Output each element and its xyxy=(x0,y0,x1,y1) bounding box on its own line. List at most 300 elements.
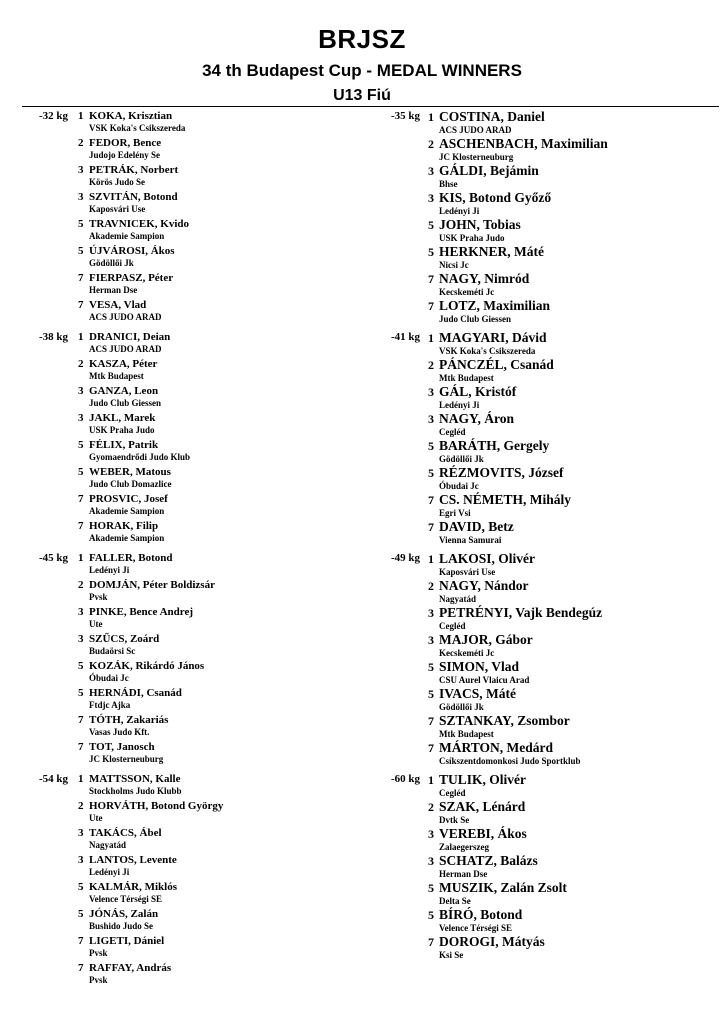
athlete-row xyxy=(428,826,712,842)
athlete-name: GÁL, Kristóf xyxy=(439,384,517,399)
medal-entry xyxy=(78,384,350,411)
club-name: Ftdjc Ajka xyxy=(89,700,131,710)
medal-entry xyxy=(428,271,712,298)
athlete-name: MÁRTON, Medárd xyxy=(439,740,554,755)
athlete-name: TULIK, Olivér xyxy=(439,772,526,787)
medal-entry xyxy=(428,217,712,244)
athlete-name: FIERPASZ, Péter xyxy=(89,272,174,284)
athlete-row xyxy=(78,109,350,123)
athlete-name: PINKE, Bence Andrej xyxy=(89,606,193,618)
athlete-row xyxy=(78,578,350,592)
athlete-name: DRANICI, Deian xyxy=(89,331,171,343)
club-name: Mtk Budapest xyxy=(89,371,144,381)
athlete-row xyxy=(428,190,712,206)
club-name: JC Klosterneuburg xyxy=(439,152,514,162)
age-group-heading: U13 Fiú xyxy=(333,87,391,104)
athlete-name: GANZA, Leon xyxy=(89,385,159,397)
athlete-name: LANTOS, Levente xyxy=(89,854,177,866)
athlete-row xyxy=(78,686,350,700)
athlete-name: JOHN, Tobias xyxy=(439,217,521,232)
club-name: Delta Se xyxy=(439,896,471,906)
medal-entry xyxy=(78,519,350,546)
weight-category-label: -32 kg xyxy=(38,110,68,122)
medal-entry xyxy=(78,880,350,907)
placement: 7 xyxy=(78,299,84,311)
weight-category-label: -45 kg xyxy=(38,552,68,564)
club-name: Nagyatád xyxy=(89,840,127,850)
weight-category xyxy=(30,330,350,546)
athlete-row xyxy=(428,578,712,594)
medal-entry xyxy=(78,217,350,244)
club-name: Velence Térségi SE xyxy=(439,923,512,933)
placement: 5 xyxy=(428,218,434,232)
athlete-row xyxy=(428,411,712,427)
athlete-row xyxy=(78,519,350,533)
athlete-name: LIGETI, Dániel xyxy=(89,935,165,947)
placement: 5 xyxy=(428,439,434,453)
athlete-name: RÉZMOVITS, József xyxy=(439,465,564,480)
athlete-name: DOROGI, Mátyás xyxy=(439,934,545,949)
weight-category-label: -38 kg xyxy=(38,331,68,343)
medal-entry xyxy=(428,492,712,519)
right-results-column xyxy=(382,109,712,961)
club-name: Cegléd xyxy=(439,788,466,798)
placement: 5 xyxy=(428,660,434,674)
placement: 7 xyxy=(78,520,84,532)
athlete-name: JÓNÁS, Zalán xyxy=(89,908,159,920)
medal-entry xyxy=(78,934,350,961)
placement: 3 xyxy=(428,606,434,620)
placement: 3 xyxy=(78,412,84,424)
medal-entry xyxy=(78,330,350,357)
athlete-row xyxy=(428,605,712,621)
weight-category-label: -35 kg xyxy=(390,110,420,122)
athlete-name: HORVÁTH, Botond György xyxy=(89,800,224,812)
medal-entry xyxy=(78,772,350,799)
placement: 7 xyxy=(428,935,434,949)
club-name: Judojo Edelény Se xyxy=(89,150,161,160)
athlete-name: PETRÁK, Norbert xyxy=(89,164,179,176)
medal-entry xyxy=(78,740,350,767)
placement: 7 xyxy=(428,272,434,286)
placement: 5 xyxy=(78,218,84,230)
medal-entry xyxy=(428,384,712,411)
athlete-row xyxy=(428,632,712,648)
club-name: Stockholms Judo Klubb xyxy=(89,786,182,796)
weight-category xyxy=(30,772,350,988)
placement: 3 xyxy=(428,412,434,426)
placement: 5 xyxy=(78,466,84,478)
club-name: Dvtk Se xyxy=(439,815,470,825)
placement: 3 xyxy=(428,164,434,178)
athlete-row xyxy=(428,438,712,454)
athlete-name: RAFFAY, András xyxy=(89,962,172,974)
athlete-row xyxy=(428,853,712,869)
club-name: Pvsk xyxy=(89,948,108,958)
athlete-row xyxy=(428,740,712,756)
athlete-row xyxy=(78,659,350,673)
athlete-name: PROSVIC, Josef xyxy=(89,493,168,505)
club-name: Gödöllői Jk xyxy=(439,454,484,464)
athlete-name: LAKOSI, Olivér xyxy=(439,551,536,566)
athlete-name: SZŰCS, Zoárd xyxy=(89,633,160,645)
club-name: Mtk Budapest xyxy=(439,729,494,739)
athlete-row xyxy=(428,492,712,508)
medal-entry xyxy=(428,190,712,217)
club-name: VSK Koka's Csikszereda xyxy=(439,346,536,356)
athlete-row xyxy=(428,217,712,233)
placement: 5 xyxy=(78,245,84,257)
athlete-name: SZVITÁN, Botond xyxy=(89,191,178,203)
athlete-name: HERKNER, Máté xyxy=(439,244,544,259)
athlete-name: HORAK, Filip xyxy=(89,520,159,532)
medal-entry xyxy=(428,578,712,605)
club-name: Ute xyxy=(89,813,103,823)
athlete-row xyxy=(428,465,712,481)
club-name: Gödöllői Jk xyxy=(89,258,134,268)
athlete-name: KIS, Botond Győző xyxy=(439,190,552,205)
medal-entry xyxy=(78,659,350,686)
athlete-row xyxy=(78,465,350,479)
placement: 5 xyxy=(78,660,84,672)
medal-entry xyxy=(78,551,350,578)
athlete-name: DOMJÁN, Péter Boldizsár xyxy=(89,579,215,591)
athlete-row xyxy=(78,961,350,975)
medal-entry xyxy=(428,632,712,659)
weight-category xyxy=(382,109,712,325)
club-name: Ledényi Ji xyxy=(439,400,480,410)
club-name: ACS JUDO ARAD xyxy=(89,312,162,322)
athlete-name: MATTSSON, Kalle xyxy=(89,773,181,785)
club-name: Judo Club Domazlice xyxy=(89,479,172,489)
weight-category-label: -54 kg xyxy=(38,773,68,785)
athlete-name: MAGYARI, Dávid xyxy=(439,330,547,345)
placement: 5 xyxy=(428,908,434,922)
club-name: Mtk Budapest xyxy=(439,373,494,383)
athlete-name: WEBER, Matous xyxy=(89,466,171,478)
placement: 7 xyxy=(428,520,434,534)
placement: 2 xyxy=(428,137,434,151)
athlete-name: PÁNCZÉL, Csanád xyxy=(439,357,554,372)
placement: 7 xyxy=(428,299,434,313)
placement: 1 xyxy=(428,773,434,787)
club-name: Herman Dse xyxy=(439,869,488,879)
athlete-row xyxy=(78,298,350,312)
weight-category-label: -49 kg xyxy=(390,552,420,564)
placement: 2 xyxy=(78,579,84,591)
athlete-row xyxy=(78,934,350,948)
weight-category xyxy=(382,772,712,961)
athlete-row xyxy=(78,907,350,921)
athlete-name: VEREBI, Ákos xyxy=(439,826,527,841)
medal-entry xyxy=(428,772,712,799)
placement: 7 xyxy=(78,272,84,284)
athlete-row xyxy=(78,772,350,786)
club-name: Nicsi Jc xyxy=(439,260,469,270)
athlete-name: BARÁTH, Gergely xyxy=(439,438,550,453)
athlete-row xyxy=(428,298,712,314)
header-divider xyxy=(22,106,719,107)
athlete-name: JAKL, Marek xyxy=(89,412,156,424)
placement: 5 xyxy=(78,687,84,699)
medal-entry xyxy=(78,163,350,190)
athlete-row xyxy=(428,109,712,125)
medal-entry xyxy=(78,465,350,492)
medal-entry xyxy=(428,465,712,492)
club-name: Akademie Sampion xyxy=(89,533,165,543)
club-name: Csíkszentdomonkosi Judo Sportklub xyxy=(439,756,581,766)
athlete-name: PETRÉNYI, Vajk Bendegúz xyxy=(439,605,603,620)
athlete-row xyxy=(78,190,350,204)
athlete-row xyxy=(78,271,350,285)
athlete-row xyxy=(78,136,350,150)
athlete-row xyxy=(428,907,712,923)
club-name: Óbudai Jc xyxy=(89,673,129,683)
placement: 7 xyxy=(428,741,434,755)
athlete-name: IVACS, Máté xyxy=(439,686,516,701)
placement: 3 xyxy=(78,385,84,397)
athlete-name: NAGY, Nimród xyxy=(439,271,530,286)
medal-entry xyxy=(428,244,712,271)
medal-entry xyxy=(78,411,350,438)
medal-entry xyxy=(428,357,712,384)
placement: 3 xyxy=(428,191,434,205)
medal-entry xyxy=(78,632,350,659)
medal-entry xyxy=(428,438,712,465)
athlete-name: MUSZIK, Zalán Zsolt xyxy=(439,880,567,895)
club-name: Akademie Sampion xyxy=(89,231,165,241)
medal-entry xyxy=(428,551,712,578)
athlete-row xyxy=(428,163,712,179)
placement: 3 xyxy=(78,191,84,203)
medal-entry xyxy=(428,298,712,325)
medal-entry xyxy=(78,438,350,465)
medal-entry xyxy=(428,826,712,853)
medal-entry xyxy=(78,605,350,632)
medal-entry xyxy=(78,853,350,880)
placement: 1 xyxy=(428,110,434,124)
club-name: Cegléd xyxy=(439,621,466,631)
medal-entry xyxy=(78,357,350,384)
athlete-name: KALMÁR, Miklós xyxy=(89,881,177,893)
athlete-row xyxy=(78,384,350,398)
athlete-row xyxy=(78,740,350,754)
club-name: Vienna Samurai xyxy=(439,535,502,545)
club-name: Judo Club Giessen xyxy=(89,398,162,408)
placement: 7 xyxy=(78,741,84,753)
placement: 7 xyxy=(78,493,84,505)
medal-entry xyxy=(428,163,712,190)
placement: 5 xyxy=(428,881,434,895)
placement: 1 xyxy=(78,552,84,564)
placement: 3 xyxy=(78,164,84,176)
athlete-name: GÁLDI, Bejámin xyxy=(439,163,539,178)
club-name: Akademie Sampion xyxy=(89,506,165,516)
placement: 5 xyxy=(428,245,434,259)
placement: 5 xyxy=(428,687,434,701)
medal-entry xyxy=(78,271,350,298)
medal-entry xyxy=(428,411,712,438)
club-name: Ledényi Ji xyxy=(89,867,130,877)
medal-entry xyxy=(428,109,712,136)
placement: 3 xyxy=(428,854,434,868)
athlete-row xyxy=(428,271,712,287)
medal-entry xyxy=(78,492,350,519)
weight-category xyxy=(382,551,712,767)
athlete-row xyxy=(78,244,350,258)
medal-entry xyxy=(428,907,712,934)
medal-entry xyxy=(428,713,712,740)
placement: 5 xyxy=(78,881,84,893)
athlete-row xyxy=(428,686,712,702)
club-name: Pvsk xyxy=(89,975,108,985)
medal-entry xyxy=(428,934,712,961)
athlete-name: TOT, Janosch xyxy=(89,741,155,753)
placement: 2 xyxy=(428,800,434,814)
club-name: Ledényi Ji xyxy=(89,565,130,575)
club-name: JC Klosterneuburg xyxy=(89,754,164,764)
athlete-name: LOTZ, Maximilian xyxy=(439,298,551,313)
placement: 7 xyxy=(428,493,434,507)
athlete-row xyxy=(78,492,350,506)
athlete-name: FEDOR, Bence xyxy=(89,137,162,149)
athlete-row xyxy=(78,411,350,425)
athlete-row xyxy=(428,330,712,346)
athlete-row xyxy=(78,438,350,452)
placement: 5 xyxy=(78,439,84,451)
athlete-row xyxy=(428,880,712,896)
medal-entry xyxy=(78,799,350,826)
club-name: Bushido Judo Se xyxy=(89,921,154,931)
placement: 1 xyxy=(428,331,434,345)
placement: 1 xyxy=(78,773,84,785)
medal-entry xyxy=(78,907,350,934)
athlete-row xyxy=(78,713,350,727)
placement: 2 xyxy=(428,579,434,593)
athlete-row xyxy=(78,163,350,177)
club-name: Ksi Se xyxy=(439,950,464,960)
club-name: Egri Vsi xyxy=(439,508,471,518)
placement: 7 xyxy=(78,714,84,726)
athlete-row xyxy=(78,853,350,867)
placement: 1 xyxy=(78,110,84,122)
athlete-name: CS. NÉMETH, Mihály xyxy=(439,492,572,507)
athlete-name: KASZA, Péter xyxy=(89,358,158,370)
club-name: ACS JUDO ARAD xyxy=(439,125,512,135)
placement: 3 xyxy=(428,633,434,647)
club-name: Judo Club Giessen xyxy=(439,314,512,324)
club-name: Gyomaendrődi Judo Klub xyxy=(89,452,191,462)
placement: 2 xyxy=(428,358,434,372)
placement: 1 xyxy=(428,552,434,566)
athlete-name: VESA, Vlad xyxy=(89,299,147,311)
athlete-name: SZAK, Lénárd xyxy=(439,799,526,814)
athlete-name: DAVID, Betz xyxy=(439,519,514,534)
club-name: Kaposvári Use xyxy=(89,204,146,214)
club-name: Körös Judo Se xyxy=(89,177,146,187)
weight-category-label: -41 kg xyxy=(390,331,420,343)
club-name: Nagyatád xyxy=(439,594,477,604)
weight-category-label: -60 kg xyxy=(390,773,420,785)
document-subtitle: 34 th Budapest Cup - MEDAL WINNERS xyxy=(202,61,522,80)
placement: 3 xyxy=(78,854,84,866)
medal-entry xyxy=(78,826,350,853)
club-name: CSU Aurel Vlaicu Arad xyxy=(439,675,530,685)
medal-entry xyxy=(428,519,712,546)
placement: 7 xyxy=(78,935,84,947)
club-name: Kecskeméti Jc xyxy=(439,287,495,297)
medal-entry xyxy=(428,740,712,767)
placement: 3 xyxy=(78,827,84,839)
club-name: Bhse xyxy=(439,179,458,189)
club-name: USK Praha Judo xyxy=(439,233,505,243)
athlete-name: SZTANKAY, Zsombor xyxy=(439,713,570,728)
club-name: Gödöllői Jk xyxy=(439,702,484,712)
placement: 5 xyxy=(78,908,84,920)
placement: 5 xyxy=(428,466,434,480)
athlete-name: COSTINA, Daniel xyxy=(439,109,545,124)
medal-entry xyxy=(428,330,712,357)
placement: 1 xyxy=(78,331,84,343)
club-name: Zalaegerszeg xyxy=(439,842,489,852)
athlete-row xyxy=(428,659,712,675)
club-name: Ute xyxy=(89,619,103,629)
weight-category xyxy=(30,109,350,325)
athlete-name: SIMON, Vlad xyxy=(439,659,520,674)
athlete-name: HERNÁDI, Csanád xyxy=(89,687,182,699)
club-name: Ledényi Ji xyxy=(439,206,480,216)
club-name: Pvsk xyxy=(89,592,108,602)
medal-entry xyxy=(78,686,350,713)
athlete-name: ASCHENBACH, Maximilian xyxy=(439,136,608,151)
medal-entry xyxy=(428,880,712,907)
club-name: Óbudai Jc xyxy=(439,481,479,491)
athlete-row xyxy=(78,605,350,619)
athlete-row xyxy=(428,136,712,152)
athlete-name: SCHATZ, Balázs xyxy=(439,853,538,868)
placement: 3 xyxy=(78,633,84,645)
athlete-name: ÚJVÁROSI, Ákos xyxy=(89,245,175,257)
athlete-name: FÉLIX, Patrik xyxy=(89,439,159,451)
placement: 3 xyxy=(78,606,84,618)
weight-category xyxy=(382,330,712,546)
medal-entry xyxy=(428,799,712,826)
athlete-name: FALLER, Botond xyxy=(89,552,173,564)
weight-category xyxy=(30,551,350,767)
athlete-row xyxy=(78,217,350,231)
athlete-name: MAJOR, Gábor xyxy=(439,632,533,647)
athlete-row xyxy=(428,384,712,400)
athlete-row xyxy=(428,519,712,535)
athlete-row xyxy=(78,357,350,371)
athlete-row xyxy=(428,244,712,260)
club-name: Herman Dse xyxy=(89,285,138,295)
placement: 2 xyxy=(78,358,84,370)
left-results-column xyxy=(30,109,350,988)
athlete-row xyxy=(428,799,712,815)
medal-entry xyxy=(78,109,350,136)
placement: 7 xyxy=(78,962,84,974)
club-name: Kecskeméti Jc xyxy=(439,648,495,658)
athlete-row xyxy=(78,826,350,840)
club-name: USK Praha Judo xyxy=(89,425,155,435)
athlete-row xyxy=(428,551,712,567)
athlete-row xyxy=(428,357,712,373)
athlete-row xyxy=(428,713,712,729)
placement: 3 xyxy=(428,827,434,841)
medal-entry xyxy=(78,244,350,271)
athlete-name: TRAVNICEK, Kvido xyxy=(89,218,190,230)
